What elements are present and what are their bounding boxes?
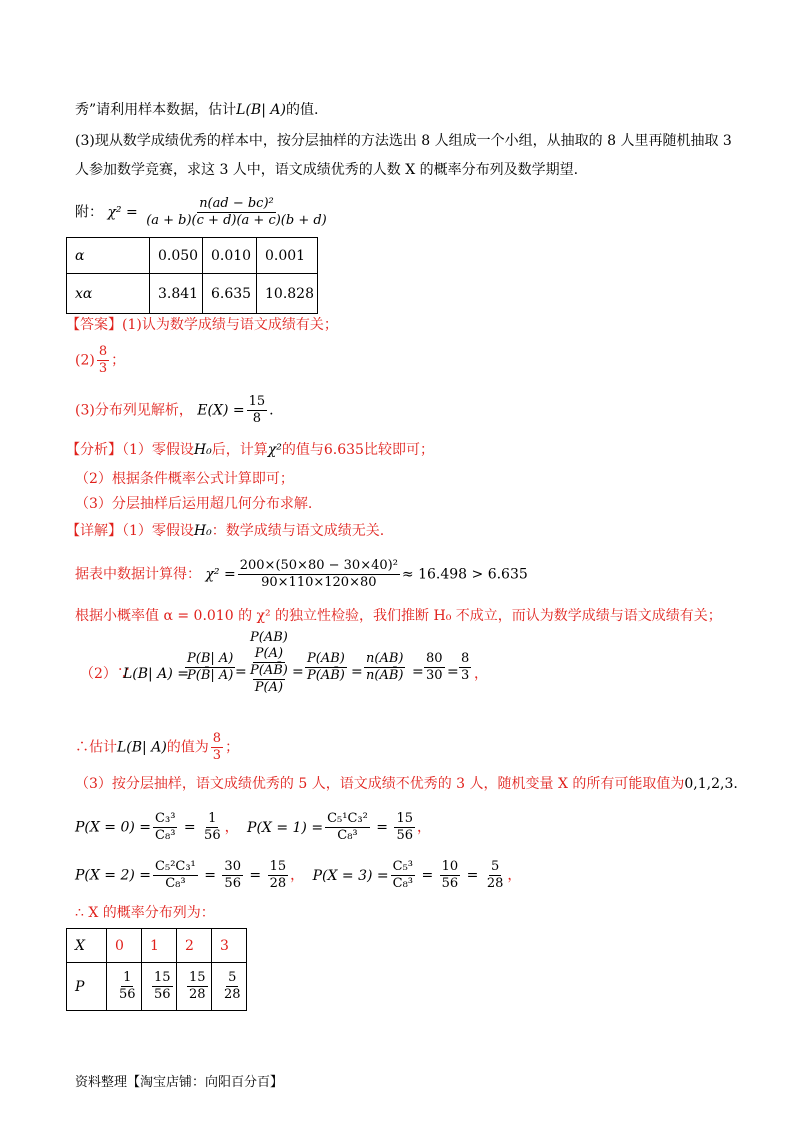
critical-table-cell: 3.841 <box>150 274 203 314</box>
fraction-numerator: 30 <box>224 859 241 874</box>
answer-3 <box>75 394 274 427</box>
distribution-p-cell <box>107 963 142 1011</box>
estimate-expr: L(B| A) <box>117 739 167 756</box>
part2-lhs <box>123 664 189 684</box>
fraction-denominator: 56 <box>396 828 414 843</box>
q2-tail-end: 的值. <box>285 102 319 118</box>
fraction-numerator: n(AB) <box>366 651 404 666</box>
distribution-table <box>66 928 247 1011</box>
distribution-head-x: X <box>67 929 107 963</box>
detail-1 <box>66 521 384 541</box>
prob-value-fraction <box>440 859 461 892</box>
fraction-denominator: C₈³ <box>337 828 358 843</box>
part2-fraction-4 <box>364 651 405 684</box>
prob-separator: ， <box>417 819 432 836</box>
fraction-denominator: 28 <box>486 876 504 891</box>
fraction-denominator: 56 <box>119 987 136 1002</box>
answer-2 <box>75 344 125 377</box>
fraction-numerator: 15 <box>248 394 266 409</box>
fraction-numerator: 8 <box>461 651 470 666</box>
distribution-p-fraction <box>222 970 243 1003</box>
fraction-denominator: C₈³ <box>392 876 414 891</box>
fraction-denominator: C₈³ <box>155 828 176 843</box>
prob-lhs: P(X = 2) = <box>75 867 152 884</box>
eq-sign: = <box>412 664 424 680</box>
page-footer: 资料整理【淘宝店铺：向阳百分百】 <box>75 1075 284 1090</box>
chi-square-symbol: χ² <box>267 442 282 458</box>
fraction-denominator: 90×110×120×80 <box>261 575 377 590</box>
h0-symbol: H₀ <box>193 523 212 539</box>
prob-lhs: P(X = 0) = <box>75 819 152 836</box>
analysis-1 <box>66 440 434 460</box>
critical-table-head-x: xα <box>67 274 150 314</box>
fraction-numerator: 200×(50×80 − 30×40)² <box>239 558 398 573</box>
calc-fraction <box>238 558 400 591</box>
fraction-top: P(AB) <box>250 630 288 645</box>
expectation-fraction <box>247 394 268 427</box>
chi-square-calc <box>75 558 528 591</box>
part2-fraction-2 <box>248 630 290 696</box>
fraction-denominator: 28 <box>224 987 241 1002</box>
fraction-numerator: 5 <box>228 970 237 985</box>
part2-fraction-5 <box>424 651 445 684</box>
prob-simplified-fraction <box>268 859 289 892</box>
calc-label: 据表中数据计算得： <box>75 566 201 583</box>
fraction-numerator: 8 <box>98 344 108 359</box>
prob-separator: ， <box>507 867 522 884</box>
fraction-numerator: P(A) <box>254 646 284 661</box>
detail-1-label: 【详解】（1）零假设 <box>66 523 194 539</box>
q3-line-1: (3)现从数学成绩优秀的样本中，按分层抽样的方法选出 8 人组成一个小组，从抽取的 8 人里再随机抽取 3 <box>75 133 732 149</box>
prob-simplified-fraction <box>485 859 506 892</box>
part2-label: （2）∵ <box>80 666 131 682</box>
distribution-p-cell <box>212 963 247 1011</box>
critical-table-cell: 0.050 <box>150 238 203 274</box>
chi-square-numerator: n(ad − bc)² <box>199 196 274 211</box>
appendix-label: 附： <box>75 204 103 221</box>
fraction-numerator: 1 <box>123 970 132 985</box>
distribution-head-p: P <box>67 963 107 1011</box>
chi-square-denominator: (a + b)(c + d)(a + c)(b + d) <box>146 213 327 228</box>
calc-result: ≈ 16.498 > 6.635 <box>401 566 528 583</box>
critical-table-cell: 6.635 <box>203 274 257 314</box>
fraction-denominator: 28 <box>189 987 206 1002</box>
fraction-numerator: 15 <box>396 811 414 826</box>
eq-sign: = <box>292 664 304 680</box>
critical-table-cell: 0.001 <box>257 238 318 274</box>
fraction-denominator: P(B̄| A) <box>187 668 234 683</box>
prob-line-1: P(X = 0) = $\frac{\text{C₃³}}{\text{C₈³}}$ = $\frac{1}{56}$ ， P(X = 1) = $\frac{\text{C₅¹C₃²}}{\text{C₈³}}$ = $\frac{15}{56}$ ， <box>75 811 432 843</box>
estimate-label: ∴估计 <box>75 739 117 756</box>
critical-value-table <box>66 237 318 314</box>
fraction-bottom: P(A) <box>254 680 284 695</box>
fraction-numerator: 15 <box>269 859 287 874</box>
expectation-lhs: E(X) = <box>197 402 245 419</box>
prob-comb-fraction <box>391 859 415 892</box>
part2-fraction-6 <box>459 651 471 684</box>
distribution-row-p <box>67 963 247 1011</box>
prob-value-fraction <box>222 859 243 892</box>
fraction-denominator: 56 <box>224 876 241 891</box>
fraction-numerator: C₅²C₃¹ <box>155 859 196 874</box>
analysis-2: （2）根据条件概率公式计算即可； <box>75 471 294 487</box>
prob-separator: ， <box>290 867 305 884</box>
eq-sign: = <box>351 664 363 680</box>
prob-separator: ， <box>224 819 239 836</box>
fraction-numerator: 10 <box>441 859 459 874</box>
estimate-fraction <box>211 731 223 764</box>
estimate-end: ； <box>225 739 240 756</box>
prob-comb-fraction <box>153 859 198 892</box>
fraction-numerator: 80 <box>426 651 443 666</box>
fraction-denominator: 56 <box>204 828 221 843</box>
q3-line-2: 人参加数学竞赛，求这 3 人中，语文成绩优秀的人数 X 的概率分布列及数学期望. <box>75 162 579 178</box>
fraction-numerator: P(AB) <box>307 651 345 666</box>
answer-2-label: (2) <box>75 352 95 369</box>
appendix-formula <box>75 196 331 229</box>
eq-sign: = <box>235 664 247 680</box>
analysis-1-label: 【分析】（1）零假设 <box>66 442 194 458</box>
estimate-line <box>75 731 239 764</box>
fraction-denominator: n(AB̄) <box>366 668 404 683</box>
part2-fraction-1 <box>185 651 235 684</box>
h0-symbol: H₀ <box>193 442 212 458</box>
prob-value-fraction <box>394 811 415 844</box>
chi-square-lhs: χ² = <box>107 204 138 221</box>
analysis-3: （3）分层抽样后运用超几何分布求解. <box>75 496 313 512</box>
q2-tail-expr: L(B| A) <box>236 102 286 118</box>
eq-sign: = <box>447 664 459 680</box>
fraction-denominator: P(AB̄) <box>307 668 345 683</box>
part3-values: 0,1,2,3. <box>684 776 738 792</box>
q2-tail-line <box>75 100 318 120</box>
critical-table-row-x <box>67 274 318 314</box>
distribution-p-cell <box>142 963 177 1011</box>
fraction-denominator: 3 <box>98 361 108 376</box>
prob-lhs: P(X = 1) = <box>247 819 324 836</box>
answer-2-end: ； <box>111 352 126 369</box>
answer-3-text: (3)分布列见解析， <box>75 402 193 419</box>
critical-table-cell: 0.010 <box>203 238 257 274</box>
fraction-denominator: 56 <box>441 876 459 891</box>
prob-comb-fraction <box>153 811 177 844</box>
q2-tail-text: 秀”请利用样本数据，估计 <box>75 102 237 118</box>
prob-line-2: P(X = 2) = $\frac{\text{C₅²C₃¹}}{\text{C₈³}}$ = $\frac{30}{56}$ = $\frac{15}{28}$ ， P(X = 3) = $\frac{\text{C₅³}}{\text{C₈³}}$ = $\frac{10}{56}$ = $\frac{5}{28}$ ， <box>75 859 522 891</box>
distribution-p-fraction <box>117 970 138 1003</box>
distribution-x-value: 3 <box>212 929 247 963</box>
prob-lhs: P(X = 3) = <box>312 867 389 884</box>
prob-comb-fraction <box>325 811 370 844</box>
part3-text: （3）按分层抽样，语文成绩优秀的 5 人，语文成绩不优秀的 3 人，随机变量 X 的所有可能取值为 <box>75 776 685 792</box>
part3-line <box>75 774 738 794</box>
fraction-denominator: C₈³ <box>165 876 186 891</box>
analysis-1-mid: 后，计算 <box>211 442 268 458</box>
critical-table-row-alpha <box>67 238 318 274</box>
chi-square-fraction <box>144 196 329 229</box>
fraction-denominator: 28 <box>269 876 287 891</box>
distribution-row-x <box>67 929 247 963</box>
detail-1-end: ：数学成绩与语文成绩无关. <box>211 523 385 539</box>
fraction-numerator: P(B| A) <box>187 651 234 666</box>
answer-1: 【答案】(1)认为数学成绩与语文成绩有关； <box>66 317 338 333</box>
fraction-numerator: C₅³ <box>392 859 414 874</box>
critical-table-head-alpha: α <box>67 238 150 274</box>
independence-conclusion: 根据小概率值 α = 0.010 的 χ² 的独立性检验，我们推断 H₀ 不成立，而认为数学成绩与语文成绩有关； <box>75 608 722 624</box>
distribution-label: ∴ X 的概率分布列为： <box>75 905 215 921</box>
fraction-denominator: 3 <box>212 748 222 763</box>
fraction-denominator: 8 <box>252 411 261 426</box>
fraction-numerator: C₅¹C₃² <box>327 811 368 826</box>
prob-value-fraction <box>202 811 223 844</box>
fraction-denominator: P(AB̄) <box>250 663 288 678</box>
distribution-p-cell <box>177 963 212 1011</box>
distribution-x-value: 0 <box>107 929 142 963</box>
part2-fraction-3 <box>305 651 347 684</box>
fraction-denominator: 3 <box>461 668 470 683</box>
fraction-numerator: C₃³ <box>155 811 176 826</box>
distribution-x-value: 2 <box>177 929 212 963</box>
fraction-numerator: 15 <box>154 970 171 985</box>
fraction-denominator: 56 <box>154 987 171 1002</box>
part2-end: ， <box>474 666 488 682</box>
answer-3-end: . <box>269 402 274 419</box>
fraction-numerator: 5 <box>490 859 500 874</box>
calc-lhs: χ² = <box>205 566 236 583</box>
critical-table-cell: 10.828 <box>257 274 318 314</box>
answer-2-fraction <box>97 344 109 377</box>
analysis-1-end: 的值与6.635比较即可； <box>281 442 434 458</box>
distribution-x-value: 1 <box>142 929 177 963</box>
fraction-denominator: 30 <box>426 668 443 683</box>
distribution-p-fraction <box>152 970 173 1003</box>
estimate-mid: 的值为 <box>166 739 209 756</box>
fraction-numerator: 15 <box>189 970 206 985</box>
fraction-numerator: 1 <box>208 811 217 826</box>
part2-lhs-text: L(B| A) = <box>123 666 189 682</box>
fraction-numerator: 8 <box>212 731 222 746</box>
distribution-p-fraction <box>187 970 208 1003</box>
